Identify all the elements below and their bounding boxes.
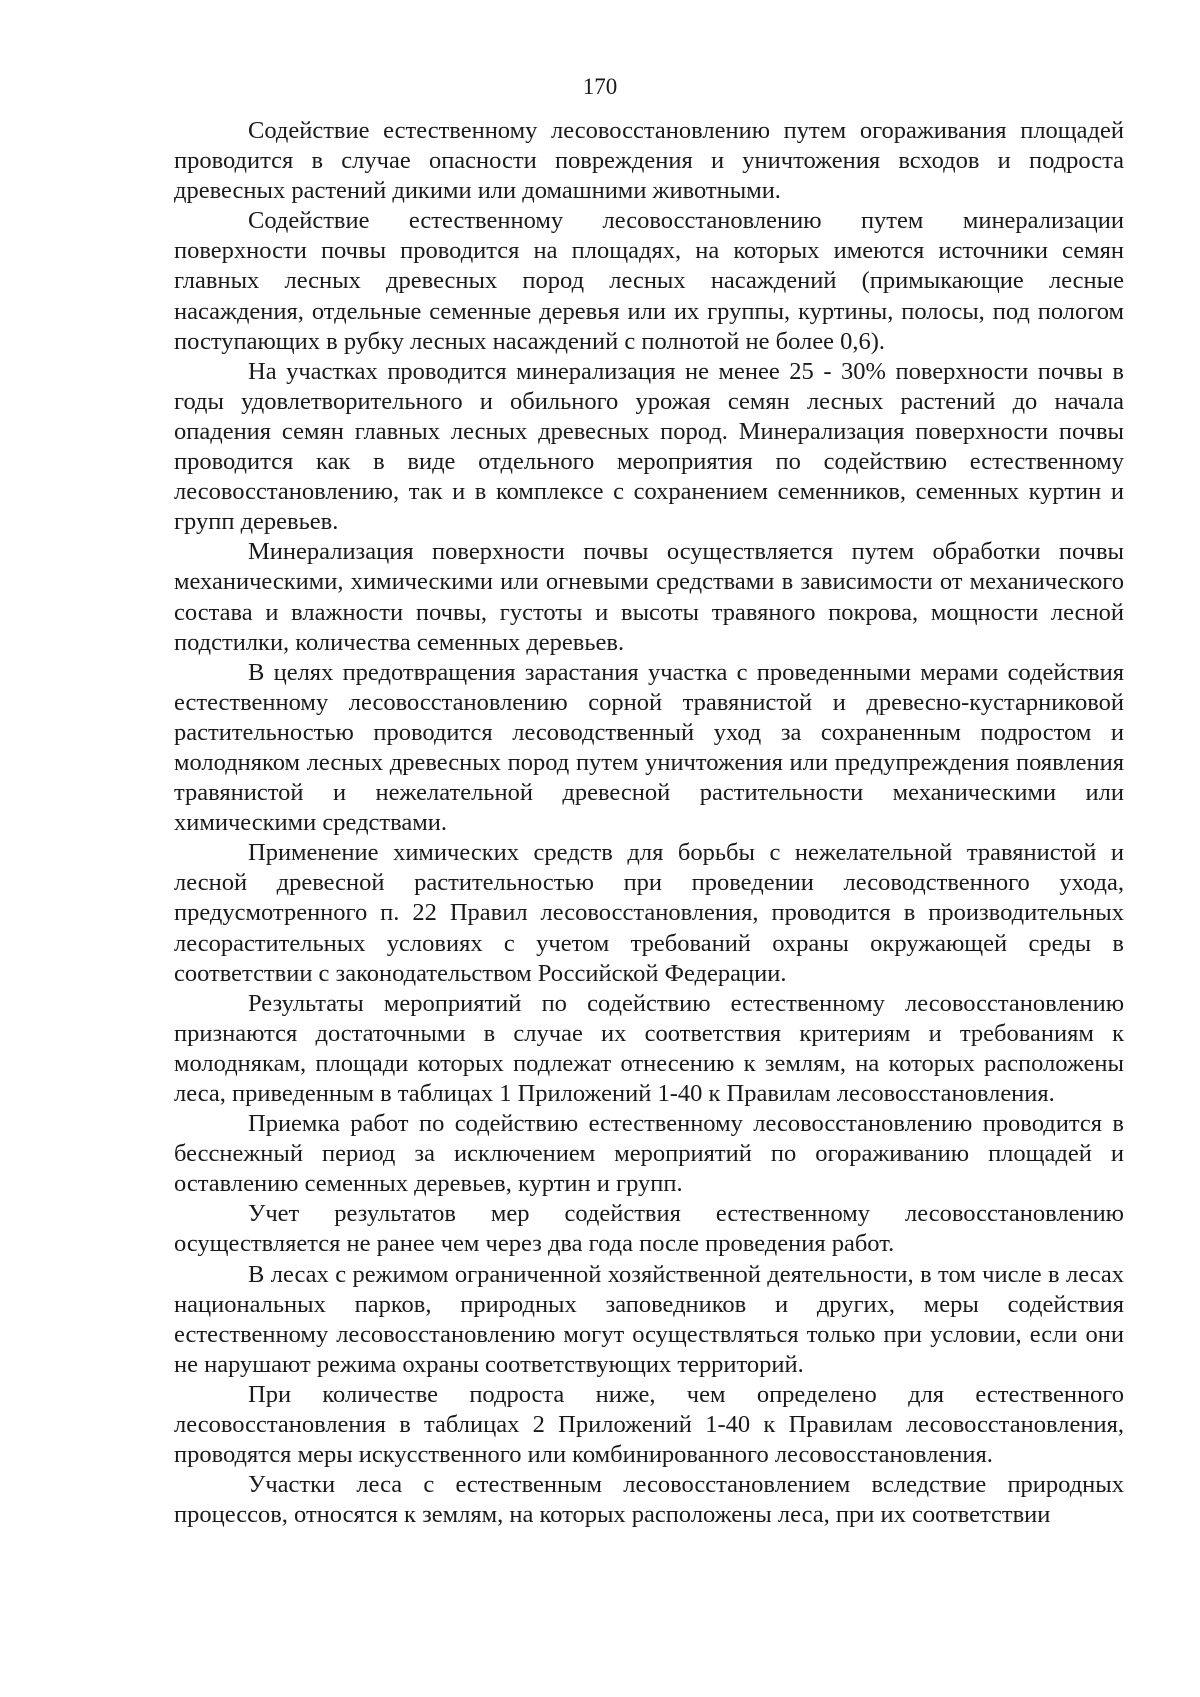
paragraph: Содействие естественному лесовосстановлению путем огораживания площадей проводится в случае опасности повреждения и уничтожения всходов и подроста древесных растений дикими или домашними животными.	[174, 117, 1124, 205]
paragraph: В лесах с режимом ограниченной хозяйственной деятельности, в том числе в лесах национальных парков, природных заповедников и других, меры содействия естественному лесовосстановлению могут осуществляться только при условии, если они не нарушают режима охраны соответствующих территорий.	[174, 1260, 1124, 1378]
paragraph: Результаты мероприятий по содействию естественному лесовосстановлению признаются достаточными в случае их соответствия критериям и требованиям к молоднякам, площади которых подлежат отнесению к землям, на которых расположены леса, приведенным в таблицах 1 Приложений 1-40 к Правилам лесовосстановления.	[174, 989, 1124, 1107]
paragraph: При количестве подроста ниже, чем определено для естественного лесовосстановления в таблицах 2 Приложений 1-40 к Правилам лесовосстановления, проводятся меры искусственного или комбинированного лесовосстановления.	[174, 1380, 1124, 1469]
document-body	[174, 116, 1124, 1530]
paragraph: Содействие естественному лесовосстановлению путем минерализации поверхности почвы проводится на площадях, на которых имеются источники семян главных лесных древесных пород лесных насаждений (примыкающие лесные насаждения, отдельные семенные деревья или их группы, куртины, полосы, под пологом поступающих в рубку лесных насаждений с полнотой не более 0,6).	[174, 207, 1124, 355]
paragraph: Применение химических средств для борьбы с нежелательной травянистой и лесной древесной растительностью при проведении лесоводственного ухода, предусмотренного п. 22 Правил лесовосстановления, проводится в производительных лесорастительных условиях с учетом требований охраны окружающей среды в соответствии с законодательством Российской Федерации.	[174, 839, 1124, 987]
paragraph: Минерализация поверхности почвы осуществляется путем обработки почвы механическими, химическими или огневыми средствами в зависимости от механического состава и влажности почвы, густоты и высоты травяного покрова, мощности лесной подстилки, количества семенных деревьев.	[174, 538, 1124, 656]
paragraph: На участках проводится минерализация не менее 25 - 30% поверхности почвы в годы удовлетворительного и обильного урожая семян лесных растений до начала опадения семян главных лесных древесных пород. Минерализация поверхности почвы проводится как в виде отдельного мероприятия по содействию естественному лесовосстановлению, так и в комплексе с сохранением семенников, семенных куртин и групп деревьев.	[174, 357, 1124, 536]
page-number: 170	[582, 74, 618, 99]
paragraph: Приемка работ по содействию естественному лесовосстановлению проводится в бесснежный период за исключением мероприятий по огораживанию площадей и оставлению семенных деревьев, куртин и групп.	[174, 1110, 1124, 1198]
paragraph: Участки леса с естественным лесовосстановлением вследствие природных процессов, относятся к землям, на которых расположены леса, при их соответствии	[174, 1471, 1124, 1529]
paragraph: В целях предотвращения зарастания участка с проведенными мерами содействия естественному лесовосстановлению сорной травянистой и древесно-кустарниковой растительностью проводится лесоводственный уход за сохраненным подростом и молодняком лесных древесных пород путем уничтожения или предупреждения появления травянистой и нежелательной древесной растительности механическими или химическими средствами.	[174, 658, 1124, 837]
paragraph: Учет результатов мер содействия естественному лесовосстановлению осуществляется не ранее чем через два года после проведения работ.	[174, 1200, 1124, 1258]
